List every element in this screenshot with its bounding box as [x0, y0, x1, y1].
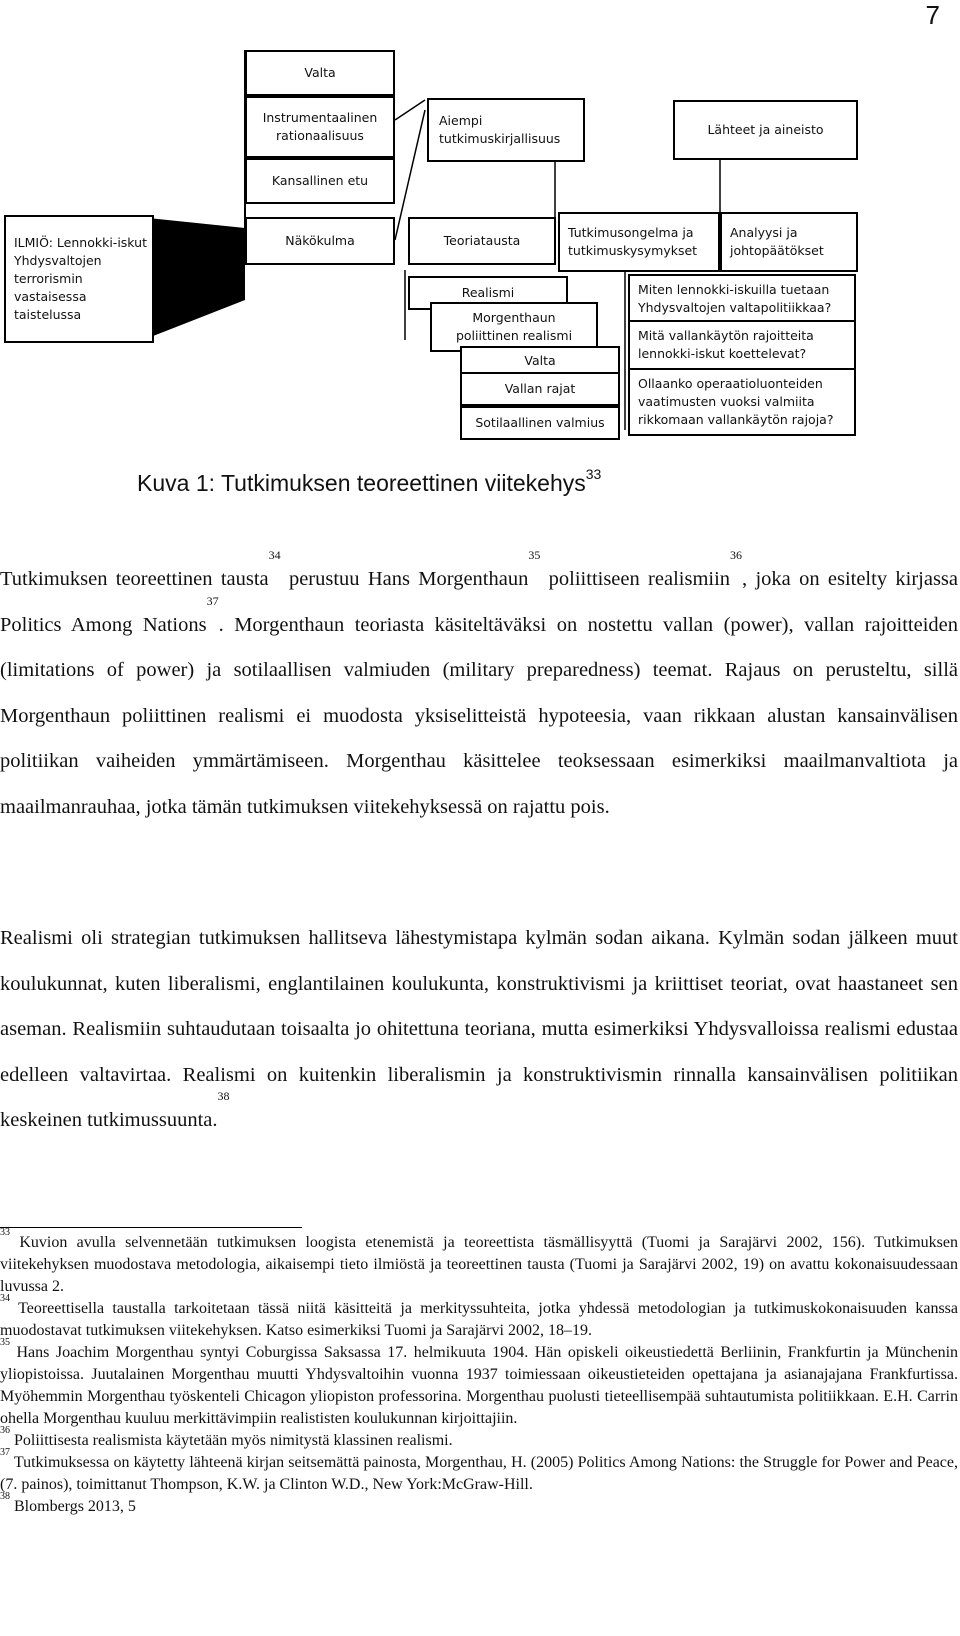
- footnote-number: 34: [0, 1293, 10, 1304]
- p1-segment: . Morgenthaun teoriasta käsiteltäväksi on nostettu vallan (power), vallan rajoitteiden (limitations of power) ja sotilaallisen valmiuden (military preparedness) teemat. Rajaus on perusteltu, sillä Morgenthaun poliittinen realismi ei muodosta yksiselitteistä hypoteesia, vaan rikkaan alustan kansainvälisen politiikan vaiheiden ymmärtämiseen. Morgenthau käsittelee teoksessaan esimerkiksi maailmanvaltiota ja maailmanrauhaa, jotka tämän tutkimuksen viitekehyksessä on rajattu pois.: [0, 613, 958, 818]
- footnote-number: 37: [0, 1447, 10, 1458]
- footnote: [0, 1447, 958, 1496]
- footnote-number: 38: [0, 1491, 10, 1502]
- body-paragraph-1: [0, 548, 958, 830]
- footnote-ref: 37: [206, 593, 219, 608]
- footnote-ref: 34: [268, 548, 281, 562]
- box-question-2: Mitä vallankäytön rajoitteita lennokki-iskut koettelevat?: [628, 320, 856, 370]
- footnote-text: Blombergs 2013, 5: [14, 1498, 136, 1515]
- p2-text: Realismi oli strategian tutkimuksen hallitseva lähestymistapa kylmän sodan aikana. Kylmän sodan jälkeen muut koulukunnat, kuten liberalismi, englantilainen koulukunta, konstruktivismi ja kriittiset teoriat, ovat haastaneet sen aseman. Realismiin suhtaudutaan toisaalta jo ohitettuna teoriana, mutta esimerkiksi Yhdysvalloissa realismi edustaa edelleen valtavirtaa. Realismi on kuitenkin liberalismin ja konstruktivismin rinnalla kansainvälisen politiikan keskeinen tutkimussuunta.: [0, 927, 958, 1131]
- footnote-text: Teoreettisella taustalla tarkoitetaan tässä niitä käsitteitä ja merkityssuhteita, jotka yhdessä metodologian ja tutkimuskokonaisuuden kanssa muodostavat tutkimuksen viitekehyksen. Katso esimerkiksi Tuomi ja Sarajärvi 2002, 18–19.: [0, 1300, 959, 1339]
- footnote-separator: [0, 1227, 302, 1228]
- footnote-text: Poliittisesta realismista käytetään myös nimitystä klassinen realismi.: [14, 1432, 453, 1449]
- footnote: [0, 1337, 959, 1430]
- footnote-text: Kuvion avulla selvennetään tutkimuksen loogista etenemistä ja teoreettista täsmällisyyttä (Tuomi ja Sarajärvi 2002, 156). Tutkimuksen viitekehyksen muodostava metodologia, aikaisempi tieto ilmiöstä ja teoreettinen tausta (Tuomi ja Sarajärvi 2002, 19) on avattu kokonaisuudessaan luvussa 2.: [0, 1234, 959, 1295]
- body-paragraph-2: [0, 916, 958, 1144]
- footnote-ref: 35: [528, 548, 541, 562]
- footnote-number: 33: [0, 1227, 10, 1238]
- box-research-problem: Tutkimusongelma ja tutkimuskysymykset: [558, 212, 720, 272]
- footnote-number: 35: [0, 1337, 10, 1348]
- box-analysis-and-conclusions: Analyysi ja johtopäätökset: [720, 212, 858, 272]
- caption-text: Kuva 1: Tutkimuksen teoreettinen viitekehys: [137, 470, 586, 496]
- box-realism: Realismi: [408, 276, 568, 310]
- box-power: Valta: [460, 346, 620, 376]
- box-morgenthau-realism: Morgenthaun poliittinen realismi: [430, 302, 598, 352]
- box-perspective: Näkökulma: [245, 217, 395, 265]
- box-instrumental-rationality: Instrumentaalinen rationaalisuus: [245, 96, 395, 158]
- footnote-text: Tutkimuksessa on käytetty lähteenä kirjan seitsemättä painosta, Morgenthau, H. (2005) Politics Among Nations: the Struggle for Power and Peace, (7. painos), toimittanut Thompson, K.W. ja Clinton W.D., New York:McGraw-Hill.: [0, 1454, 958, 1493]
- box-sources-and-material: Lähteet ja aineisto: [673, 100, 858, 160]
- box-national-interest: Kansallinen etu: [245, 158, 395, 204]
- footnote: [0, 1227, 959, 1298]
- footnotes: [0, 1227, 959, 1518]
- box-limits-of-power: Vallan rajat: [460, 372, 620, 406]
- figure-caption: [137, 466, 602, 497]
- footnote-ref: 38: [217, 1089, 230, 1103]
- footnote: [0, 1425, 958, 1452]
- footnote: [0, 1293, 959, 1342]
- box-military-preparedness: Sotilaallinen valmius: [460, 406, 620, 440]
- p1-segment: perustuu Hans Morgenthaun: [280, 568, 529, 590]
- footnote-text: Hans Joachim Morgenthau syntyi Coburgissa Saksassa 17. helmikuuta 1904. Hän opiskeli oikeustiedettä Berliinin, Frankfurtin ja Münchenin yliopistoissa. Juutalainen Morgenthau muutti Yhdysvaltoihin vuonna 1937 toimiessaan oikeustieteiden opettajana ja asianajajana Frankfurtissa. Myöhemmin Morgenthau työskenteli Chicagon yliopiston professorina. Morgenthau puolusti tieteellisempää suhtautumista politiikkaan. E.H. Carrin ohella Morgenthau kuuluu merkittävimpiin realististen koulukunnan kirjoittajiin.: [0, 1344, 959, 1427]
- footnote-ref: 36: [730, 548, 743, 562]
- p1-segment: poliittiseen realismiin: [540, 568, 731, 590]
- caption-footnote-ref: 33: [585, 466, 602, 482]
- page-number: 7: [925, 0, 940, 30]
- footnote: [0, 1491, 958, 1518]
- box-valta: Valta: [245, 50, 395, 96]
- box-question-1: Miten lennokki-iskuilla tuetaan Yhdysvaltojen valtapolitiikkaa?: [628, 274, 856, 324]
- box-phenomenon: ILMIÖ: Lennokki-iskut Yhdysvaltojen terrorismin vastaisessa taistelussa: [4, 215, 154, 343]
- box-theoretical-background: Teoriatausta: [408, 217, 556, 265]
- box-question-3: Ollaanko operaatioluonteiden vaatimusten vuoksi valmiita rikkomaan vallankäytön rajoja?: [628, 368, 856, 436]
- box-previous-literature: Aiempi tutkimuskirjallisuus: [427, 98, 585, 162]
- footnote-number: 36: [0, 1425, 10, 1436]
- theoretical-framework-diagram: [0, 40, 960, 470]
- p1-segment: Tutkimuksen teoreettinen tausta: [0, 568, 269, 590]
- p1-segment: , joka on esitelty kirjassa Politics Among Nations: [0, 568, 958, 636]
